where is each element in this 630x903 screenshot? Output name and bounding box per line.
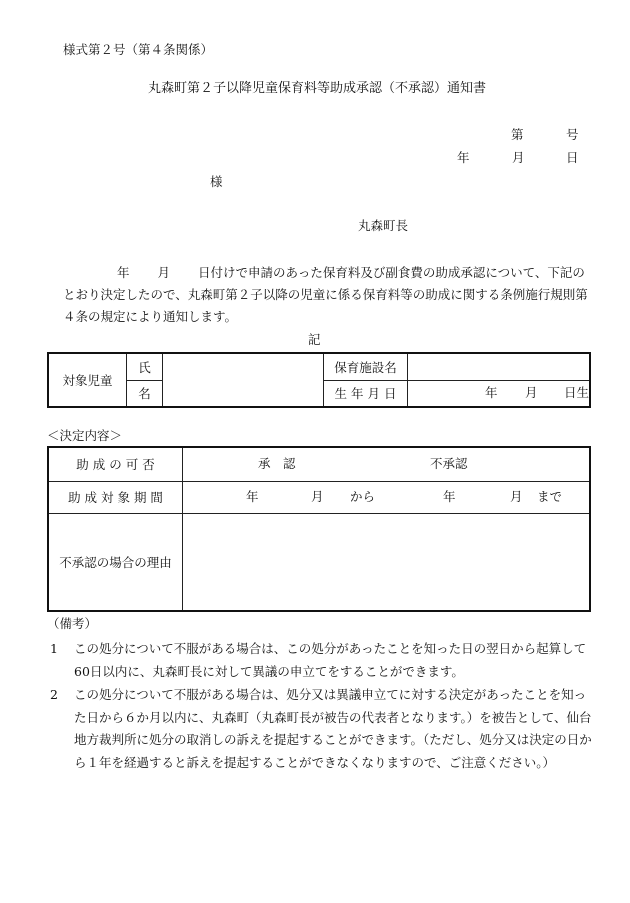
facility-label: 保育施設名 [324,353,408,380]
from-year: 年 [246,489,259,504]
disapprove-option[interactable]: 不承認 [430,456,468,472]
body-paragraph [63,262,591,328]
birth-day: 日生 [564,385,590,401]
ki-heading: 記 [308,332,321,347]
date-day: 日 [566,150,579,165]
remark-item [50,638,595,683]
date-month: 月 [512,150,525,165]
decision-table [47,446,591,612]
body-month: 月 [157,265,171,280]
remark-number: 2 [50,687,58,702]
period-value[interactable] [183,481,591,513]
to-month: 月 [510,489,523,504]
remark-number: 1 [50,641,58,656]
birth-month: 月 [525,385,538,401]
child-label: 対象児童 [48,353,127,407]
from-month: 月 [311,489,324,504]
remarks-heading: （備考） [47,616,98,631]
form-number: 様式第２号（第４条関係） [63,42,214,57]
document-title: 丸森町第２子以降児童保育料等助成承認（不承認）通知書 [148,81,487,96]
birth-year: 年 [485,385,498,401]
body-year: 年 [117,265,130,280]
kara-label: から [350,489,376,504]
to-year: 年 [443,489,456,504]
doc-number-go: 号 [566,127,579,142]
approve-option[interactable]: 承 認 [258,456,296,472]
birth-label: 生 年 月 日 [324,380,408,407]
doc-number-dai: 第 [511,127,524,142]
facility-value[interactable] [408,353,591,380]
child-name-1: 氏 [127,353,163,380]
decision-heading: ＜決定内容＞ [47,428,123,443]
made-label: まで [537,489,563,504]
birth-value[interactable] [408,380,591,407]
reason-label: 不承認の場合の理由 [48,513,183,611]
child-name-value[interactable] [163,353,324,407]
approval-value[interactable] [183,447,591,481]
issuer: 丸森町長 [358,218,409,233]
reason-value[interactable] [183,513,591,611]
child-table [47,352,591,408]
addressee-sama: 様 [210,174,223,189]
date-year: 年 [457,150,470,165]
body-text: 日付けで申請のあった保育料及び副食費の助成承認について、下記のとおり決定したので、丸森町第２子以降の児童に係る保育料等の助成に関する条例施行規則第４条の規定により通知します。 [63,265,588,324]
remark-text: この処分について不服がある場合は、処分又は異議申立てに対する決定があったことを知った日から６か月以内に、丸森町（丸森町長が被告の代表者となります。）を被告として、仙台地方裁判所に処分の取消しの訴えを提起することができます。（ただし、処分又は決定の日から１年を経過すると訴えを提起することができなくなりますので、ご注意ください。） [74,687,592,770]
approval-label: 助 成 の 可 否 [48,447,183,481]
remark-text: この処分について不服がある場合は、この処分があったことを知った日の翌日から起算して60日以内に、丸森町長に対して異議の申立てをすることができます。 [74,641,587,679]
remark-item [50,684,595,774]
child-name-2: 名 [127,380,163,407]
period-label: 助 成 対 象 期 間 [48,481,183,513]
